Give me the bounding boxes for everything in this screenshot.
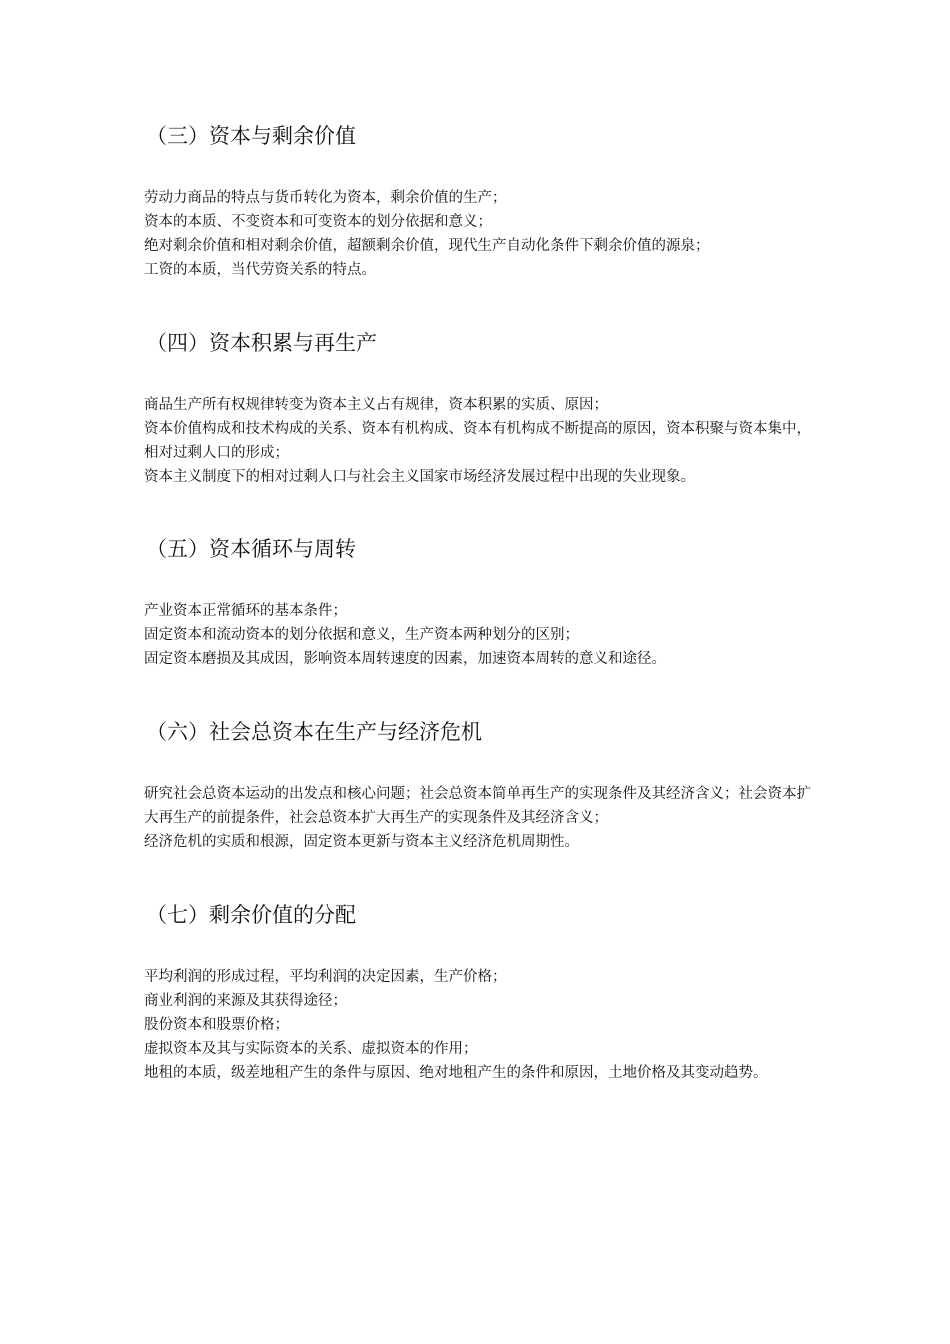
body-line: 商业利润的来源及其获得途径； [144, 993, 347, 1009]
section-title: （六）社会总资本在生产与经济危机 [146, 720, 482, 744]
section-title: （五）资本循环与周转 [146, 537, 356, 561]
body-line: 资本的本质、不变资本和可变资本的划分依据和意义； [144, 214, 492, 230]
body-line: 平均利润的形成过程，平均利润的决定因素，生产价格； [144, 969, 507, 985]
section-title: （四）资本积累与再生产 [146, 331, 377, 355]
section-capital-accumulation [144, 327, 812, 489]
body-line: 商品生产所有权规律转变为资本主义占有规律，资本积累的实质、原因； [144, 397, 608, 413]
body-line: 固定资本和流动资本的划分依据和意义，生产资本两种划分的区别； [144, 627, 579, 643]
section-body [144, 393, 812, 489]
body-line: 资本主义制度下的相对过剩人口与社会主义国家市场经济发展过程中出现的失业现象。 [144, 469, 695, 485]
section-surplus-distribution [144, 899, 812, 1085]
section-body [144, 965, 812, 1085]
section-title: （三）资本与剩余价值 [146, 124, 356, 148]
section-body [144, 186, 812, 282]
section-body [144, 782, 812, 854]
section-title: （七）剩余价值的分配 [146, 903, 356, 927]
body-line: 绝对剩余价值和相对剩余价值，超额剩余价值，现代生产自动化条件下剩余价值的源泉； [144, 238, 710, 254]
section-body [144, 599, 812, 671]
body-line: 研究社会总资本运动的出发点和核心问题；社会总资本简单再生产的实现条件及其经济含义；社会资本扩大再生产的前提条件，社会总资本扩大再生产的实现条件及其经济含义； [144, 786, 811, 826]
body-line: 股份资本和股票价格； [144, 1017, 289, 1033]
body-line: 产业资本正常循环的基本条件； [144, 603, 347, 619]
body-line: 经济危机的实质和根源，固定资本更新与资本主义经济危机周期性。 [144, 834, 579, 850]
body-line: 资本价值构成和技术构成的关系、资本有机构成、资本有机构成不断提高的原因，资本积聚与资本集中，相对过剩人口的形成； [144, 421, 811, 461]
body-line: 虚拟资本及其与实际资本的关系、虚拟资本的作用； [144, 1041, 478, 1057]
body-line: 工资的本质，当代劳资关系的特点。 [144, 262, 376, 278]
body-line: 固定资本磨损及其成因，影响资本周转速度的因素，加速资本周转的意义和途径。 [144, 651, 666, 667]
body-line: 地租的本质，级差地租产生的条件与原因、绝对地租产生的条件和原因，土地价格及其变动趋势。 [144, 1065, 768, 1081]
section-capital-circulation [144, 533, 812, 671]
section-social-capital-crisis [144, 716, 812, 854]
document-content [144, 120, 812, 1085]
section-capital-surplus-value [144, 120, 812, 282]
body-line: 劳动力商品的特点与货币转化为资本，剩余价值的生产； [144, 190, 507, 206]
